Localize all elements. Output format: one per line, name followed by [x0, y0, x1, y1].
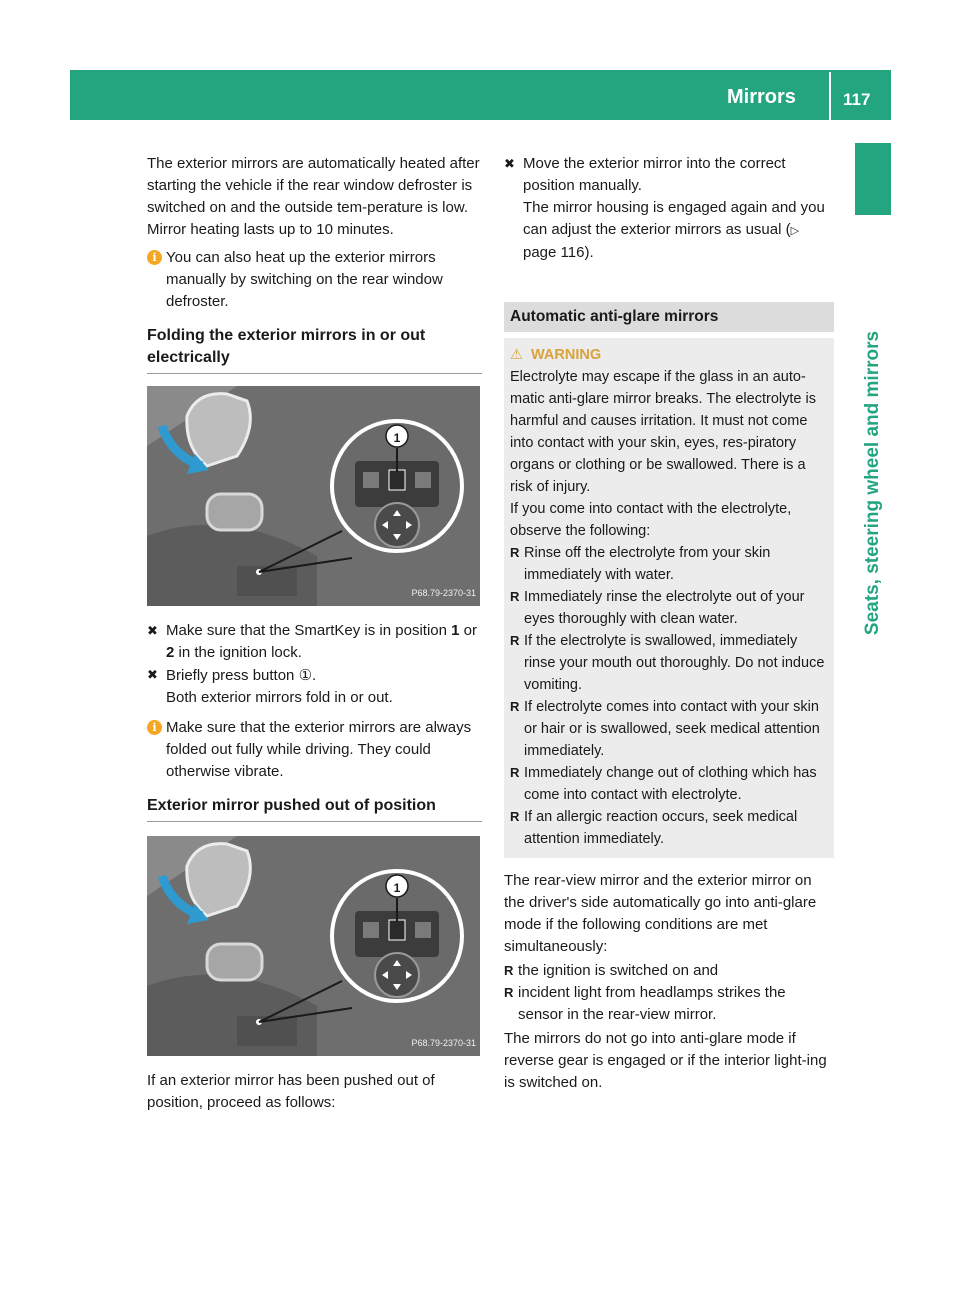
- step-text: .: [312, 667, 317, 684]
- bullet-text: incident light from headlamps strikes the sensor in the rear-view mirror.: [518, 984, 786, 1023]
- bullet-icon: R: [510, 809, 520, 824]
- intro-paragraph: The exterior mirrors are automatically heated after starting the vehicle if the rear window defroster is switched on and the outside tem-perature is low. Mirror heating lasts up to 10 minutes.: [147, 155, 480, 238]
- chapter-label: Seats, steering wheel and mirrors: [862, 330, 883, 636]
- warning-triangle-icon: ⚠: [510, 347, 523, 363]
- bullet-icon: R: [504, 985, 514, 1000]
- info-text: You can also heat up the exterior mirrors manually by switching on the rear window defroster.: [166, 249, 443, 310]
- bullet-icon: R: [510, 633, 520, 648]
- button-callout: ①: [298, 666, 313, 684]
- page-ref-arrow-icon: ▷: [790, 224, 800, 237]
- bullet-text: If the electrolyte is swallowed, immediately rinse your mouth out thoroughly. Do not induce vomiting.: [524, 633, 825, 693]
- step-text: Make sure that the SmartKey is in position: [166, 622, 452, 639]
- warning-bullet: [510, 762, 828, 806]
- mirror-switch-figure: [147, 386, 480, 606]
- callout-number: 1: [393, 431, 401, 445]
- body-paragraph: The mirrors do not go into anti-glare mode if reverse gear is engaged or if the interior light-ing is switched on.: [504, 1030, 827, 1091]
- section-heading: Exterior mirror pushed out of position: [147, 795, 482, 822]
- warning-bullet: [510, 696, 828, 762]
- step-text: or: [459, 622, 477, 639]
- bullet-text: the ignition is switched on and: [518, 962, 719, 979]
- warning-bullet: [510, 542, 828, 586]
- info-icon: i: [147, 720, 162, 735]
- step-text: Move the exterior mirror into the correct position manually.: [523, 155, 786, 194]
- warning-label: WARNING: [531, 347, 602, 363]
- outro-paragraph: If an exterior mirror has been pushed out of position, proceed as follows:: [147, 1072, 435, 1111]
- body-paragraph: The rear-view mirror and the exterior mirror on the driver's side automatically go into anti-glare mode if the following conditions are met simultaneously:: [504, 872, 817, 955]
- warning-box: [504, 338, 834, 858]
- position-number: 1: [451, 622, 460, 639]
- step-arrow-icon: ✖: [147, 623, 158, 638]
- section-box-title: Automatic anti-glare mirrors: [504, 302, 834, 332]
- position-number: 2: [166, 644, 175, 661]
- warning-paragraph: Electrolyte may escape if the glass in an auto-matic anti-glare mirror breaks. The electrolyte is harmful and causes irritation. It must not come into contact with your skin, eyes, res-piratory organs or clothing or be swallowed. There is a risk of injury.: [510, 369, 816, 495]
- bullet-text: Rinse off the electrolyte from your skin immediately with water.: [524, 545, 771, 583]
- figure-code: P68.79-2370-31: [411, 1038, 476, 1048]
- step-arrow-icon: ✖: [147, 667, 158, 682]
- callout-number: 1: [393, 881, 401, 895]
- info-note: [147, 247, 482, 313]
- bullet-icon: R: [510, 589, 520, 604]
- door-panel-illustration: [147, 386, 480, 606]
- page-reference[interactable]: page 116).: [523, 244, 594, 261]
- warning-bullet: [510, 586, 828, 630]
- step-result: The mirror housing is engaged again and you can adjust the exterior mirrors as usual (: [523, 199, 825, 238]
- page-section-title: Mirrors: [727, 86, 796, 108]
- condition-bullet: [504, 960, 834, 982]
- bullet-text: If electrolyte comes into contact with your skin or hair or is swallowed, seek medical attention immediately.: [524, 699, 820, 759]
- instruction-step: [147, 620, 482, 664]
- step-arrow-icon: ✖: [504, 156, 515, 171]
- info-icon: i: [147, 250, 162, 265]
- bullet-icon: R: [510, 545, 520, 560]
- warning-paragraph: If you come into contact with the electrolyte, observe the following:: [510, 501, 792, 539]
- warning-bullet: [510, 630, 828, 696]
- right-column: [504, 153, 834, 1094]
- warning-bullet: [510, 806, 828, 850]
- step-text: Briefly press button: [166, 667, 299, 684]
- bullet-text: Immediately rinse the electrolyte out of your eyes thoroughly with clean water.: [524, 589, 805, 627]
- step-text: in the ignition lock.: [174, 644, 302, 661]
- bullet-text: Immediately change out of clothing which has come into contact with electrolyte.: [524, 765, 817, 803]
- door-panel-illustration: [147, 836, 480, 1056]
- left-column: [147, 153, 482, 1114]
- figure-code: P68.79-2370-31: [411, 588, 476, 598]
- bullet-icon: R: [510, 765, 520, 780]
- info-text: Make sure that the exterior mirrors are always folded out fully while driving. They could otherwise vibrate.: [166, 719, 472, 780]
- bullet-text: If an allergic reaction occurs, seek medical attention immediately.: [524, 809, 798, 847]
- bullet-icon: R: [510, 699, 520, 714]
- instruction-step: [504, 153, 834, 264]
- info-note: [147, 717, 482, 783]
- step-result: Both exterior mirrors fold in or out.: [166, 689, 393, 706]
- section-heading: Folding the exterior mirrors in or out electrically: [147, 325, 482, 374]
- mirror-switch-figure: [147, 836, 480, 1056]
- header-divider: [829, 72, 831, 120]
- instruction-step: [147, 664, 482, 709]
- page-number: 117: [843, 90, 871, 109]
- warning-header: [510, 344, 828, 366]
- bullet-icon: R: [504, 963, 514, 978]
- chapter-tab: [855, 143, 891, 215]
- condition-bullet: [504, 982, 834, 1026]
